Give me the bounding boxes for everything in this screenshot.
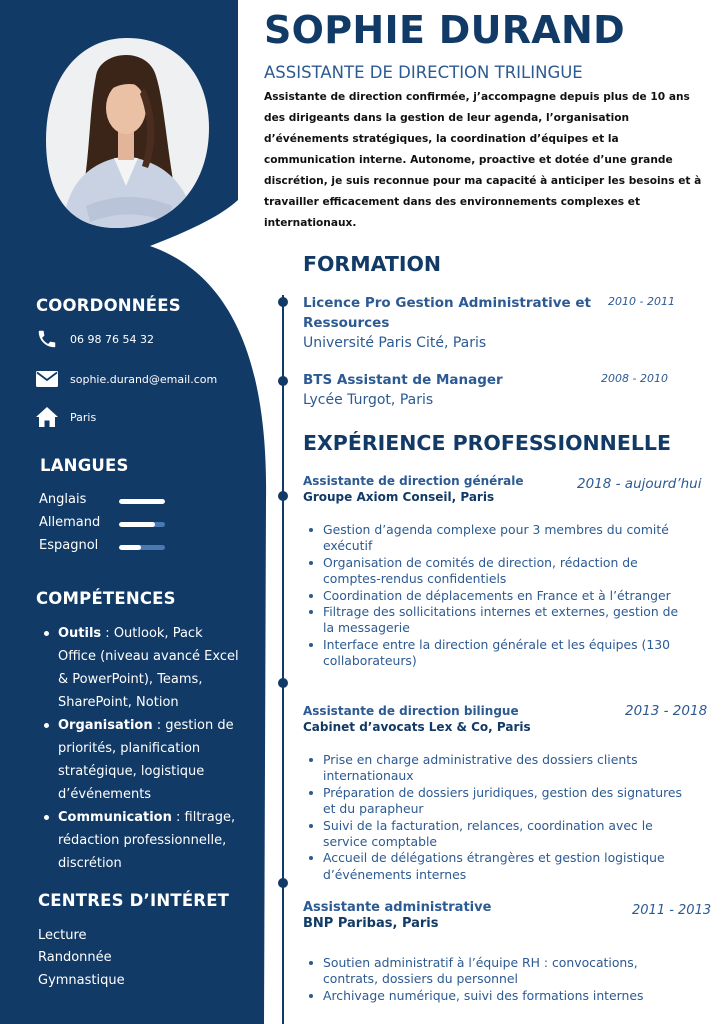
interest-item: Lecture bbox=[38, 928, 87, 943]
skill-item bbox=[40, 806, 240, 875]
language-level-bar bbox=[119, 545, 165, 550]
interest-item: Gymnastique bbox=[38, 973, 125, 988]
education-heading: FORMATION bbox=[303, 252, 442, 276]
skill-label: Communication bbox=[58, 810, 172, 825]
language-level-fill bbox=[119, 545, 141, 550]
task-list bbox=[303, 752, 683, 883]
language-name: Anglais bbox=[39, 492, 87, 507]
email-address: sophie.durand@email.com bbox=[70, 372, 218, 386]
task-list bbox=[303, 522, 683, 670]
task-item: Filtrage des sollicitations internes et externes, gestion de la messagerie bbox=[303, 604, 683, 637]
task-item: Archivage numérique, suivi des formations internes bbox=[303, 988, 683, 1004]
candidate-name: SOPHIE DURAND bbox=[264, 8, 625, 52]
phone-number: 06 98 76 54 32 bbox=[70, 332, 154, 346]
envelope-icon bbox=[36, 368, 58, 390]
language-level-bar bbox=[119, 499, 165, 504]
degree-title: BTS Assistant de Manager bbox=[303, 372, 503, 388]
timeline-dot bbox=[278, 376, 288, 386]
position-dates: 2013 - 2018 bbox=[625, 703, 708, 719]
education-item bbox=[303, 293, 603, 353]
skill-item bbox=[40, 622, 240, 714]
task-item: Suivi de la facturation, relances, coordination avec le service comptable bbox=[303, 818, 683, 851]
home-icon bbox=[36, 406, 58, 428]
skill-label: Organisation bbox=[58, 718, 153, 733]
contact-city bbox=[36, 406, 96, 428]
skill-text: : gestion de priorités, planification stratégique, logistique d’événements bbox=[58, 718, 234, 802]
interests-heading: CENTRES D’INTÉRET bbox=[38, 891, 230, 910]
position-title: Assistante de direction bilingue bbox=[303, 704, 519, 718]
company-name: Groupe Axiom Conseil, Paris bbox=[303, 490, 495, 504]
experience-heading: EXPÉRIENCE PROFESSIONNELLE bbox=[303, 431, 671, 455]
education-item bbox=[303, 370, 603, 410]
degree-dates: 2010 - 2011 bbox=[608, 295, 675, 308]
language-level-fill bbox=[119, 522, 155, 527]
task-list bbox=[303, 955, 683, 1004]
degree-school: Lycée Turgot, Paris bbox=[303, 392, 434, 408]
skill-label: Outils bbox=[58, 626, 102, 641]
language-row bbox=[39, 538, 169, 556]
language-level-fill bbox=[119, 499, 165, 504]
city-name: Paris bbox=[70, 410, 97, 424]
contact-email[interactable] bbox=[36, 368, 217, 390]
phone-icon bbox=[36, 328, 58, 350]
skills-list bbox=[40, 622, 240, 875]
position-dates: 2011 - 2013 bbox=[632, 903, 712, 918]
task-item: Organisation de comités de direction, rédaction de comptes-rendus confidentiels bbox=[303, 555, 683, 588]
task-item: Coordination de déplacements en France et à l’étranger bbox=[303, 588, 683, 604]
language-name: Allemand bbox=[39, 515, 101, 530]
task-item: Préparation de dossiers juridiques, gestion des signatures et du parapheur bbox=[303, 785, 683, 818]
degree-dates: 2008 - 2010 bbox=[601, 372, 668, 385]
degree-school: Université Paris Cité, Paris bbox=[303, 335, 487, 351]
task-item: Soutien administratif à l’équipe RH : convocations, contrats, dossiers du personnel bbox=[303, 955, 683, 988]
skill-text: : filtrage, rédaction professionnelle, discrétion bbox=[58, 810, 236, 871]
task-item: Interface entre la direction générale et les équipes (130 collaborateurs) bbox=[303, 637, 683, 670]
skill-text: : Outlook, Pack Office (niveau avancé Excel & PowerPoint), Teams, SharePoint, Notion bbox=[58, 626, 239, 710]
timeline-dot bbox=[278, 678, 288, 688]
language-row bbox=[39, 515, 169, 533]
sidebar bbox=[0, 0, 260, 1024]
profile-photo bbox=[44, 36, 210, 230]
profile-summary: Assistante de direction confirmée, j’accompagne depuis plus de 10 ans des dirigeants dans la gestion de leur agenda, l’organisation d’événements stratégiques, la coordination d’équipes et la communication interne. Autonome, proactive et dotée d’une grande discrétion, je suis reconnue pour ma capacité à anticiper les besoins et à travailler efficacement dans des environnements complexes et internationaux. bbox=[264, 91, 702, 229]
language-level-bar bbox=[119, 522, 165, 527]
timeline-dot bbox=[278, 878, 288, 888]
company-name: Cabinet d’avocats Lex & Co, Paris bbox=[303, 720, 531, 734]
timeline-dot bbox=[278, 491, 288, 501]
contact-heading: COORDONNÉES bbox=[36, 296, 181, 315]
position-title: Assistante de direction générale bbox=[303, 474, 524, 488]
skill-item bbox=[40, 714, 240, 806]
task-item: Accueil de délégations étrangères et gestion logistique d’événements internes bbox=[303, 850, 683, 883]
job-title: ASSISTANTE DE DIRECTION TRILINGUE bbox=[264, 63, 583, 82]
task-item: Gestion d’agenda complexe pour 3 membres du comité exécutif bbox=[303, 522, 683, 555]
contact-phone[interactable] bbox=[36, 328, 154, 350]
languages-heading: LANGUES bbox=[40, 456, 129, 475]
timeline-dot bbox=[278, 297, 288, 307]
interest-item: Randonnée bbox=[38, 950, 112, 965]
position-title: Assistante administrative bbox=[303, 900, 492, 915]
timeline-line bbox=[282, 295, 284, 1024]
language-name: Espagnol bbox=[39, 538, 99, 553]
degree-title: Licence Pro Gestion Administrative et Ressources bbox=[303, 295, 591, 331]
company-name: BNP Paribas, Paris bbox=[303, 916, 439, 931]
language-row bbox=[39, 492, 169, 510]
position-dates: 2018 - aujourd’hui bbox=[577, 476, 702, 492]
task-item: Prise en charge administrative des dossiers clients internationaux bbox=[303, 752, 683, 785]
skills-heading: COMPÉTENCES bbox=[36, 589, 176, 608]
